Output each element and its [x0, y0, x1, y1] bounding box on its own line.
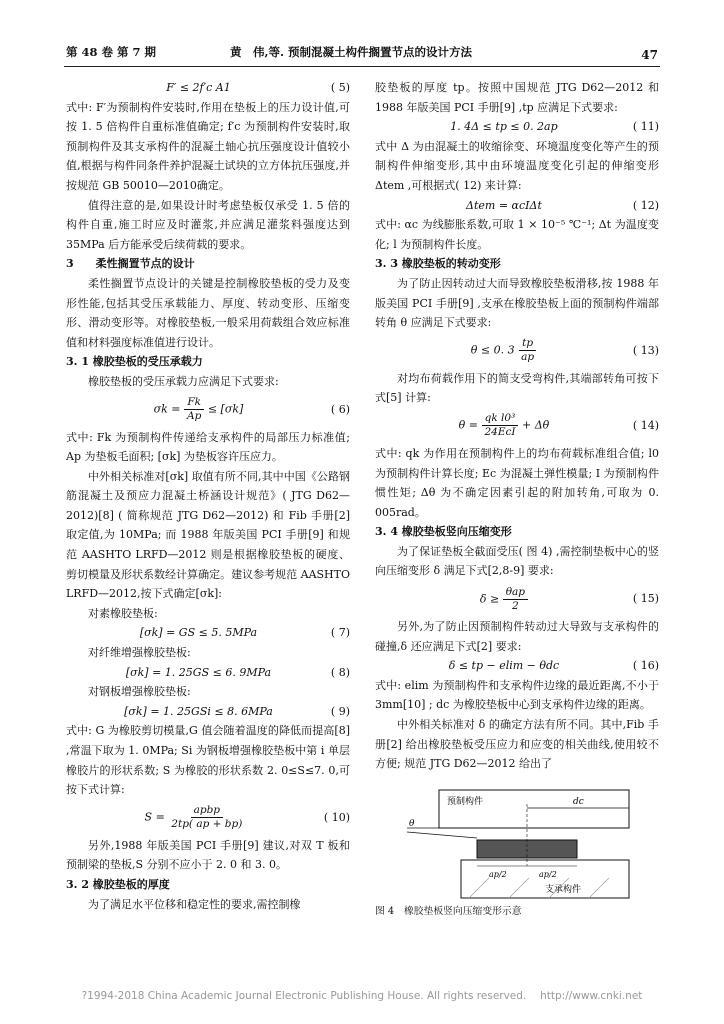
equation-9: [σk] = 1. 25GSi ≤ 8. 6MPa ( 9) [124, 704, 350, 718]
equation-11: 1. 4Δ ≤ tp ≤ 0. 2ap ( 11) [450, 120, 659, 134]
subsection-heading: 3. 1 橡胶垫板的受压承载力 [66, 355, 203, 369]
equation-5: F′ ≤ 2f′c A1 ( 5) [166, 81, 350, 94]
paragraph: 式中: Fk 为预制构件传递给支承构件的局部压力标准值; Ap 为垫板毛面积; [σk] 为垫板容许压应力。 [66, 430, 350, 464]
paragraph: 胶垫板的厚度 tp。按照中国规范 JTG D62—2012 和 1988 年版美国 PCI 手册[9] ,tp 应满足下式要求: [375, 81, 659, 114]
paragraph: 式中 Δ 为由混凝土的收缩徐变、环境温度变化等产生的预制构件伸缩变形,其中由环境温度变化引起的伸缩变形 Δtem ,可根据式( 12) 来计算: [375, 139, 659, 192]
paragraph: 为了满足水平位移和稳定性的要求,需控制橡 [88, 897, 301, 911]
journal-issue: 第 48 卷 第 7 期 [66, 45, 157, 59]
precast-label: 预制构件 [447, 796, 484, 807]
rotation-line [407, 832, 477, 838]
equation-16: δ ≤ tp − elim − θdc ( 16) [448, 659, 659, 673]
figure-4-diagram [399, 782, 639, 902]
dc-label: dc [573, 796, 584, 807]
equation-12: Δtem = αcIΔt ( 12) [466, 198, 659, 212]
equation-15: δ ≥ $\frac{\text{θap}}{2}$ ( 15) [479, 585, 659, 612]
equation-14: θ = $\frac{\text{qk l0³}}{\text{24EcI}}$ + Δθ ( 14) [458, 412, 659, 439]
equation-7: [σk] = GS ≤ 5. 5MPa ( 7) [139, 626, 350, 640]
paragraph: 对均布荷载作用下的简支受弯构件,其端部转角可按下式[5] 计算: [375, 371, 659, 405]
subsection-heading: 3. 4 橡胶垫板竖向压缩变形 [375, 525, 512, 539]
theta-label: θ [409, 818, 415, 829]
figure-4 [399, 782, 639, 902]
equation-10: S = $\frac{\text{apbp}}{2tp( ap + bp)}$ ( 10) [144, 804, 350, 831]
paragraph: 式中: qk 为作用在预制构件上的均布荷载标准组合值; l0 为预制构件计算长度; Ec 为混凝土弹性模量; I 为预制构件惯性矩; Δθ 为不确定因素引起的附加转角,可取为 0. 005rad。 [375, 446, 659, 519]
equation-13: θ ≤ 0. 3 $\frac{tp}{ap}$ ( 13) [470, 337, 659, 364]
paragraph: 中外相关标准对[σk] 取值有所不同,其中中国《公路钢筋混凝土及预应力混凝土桥涵设计规范》( JTG D62—2012)[8] ( 简称规范 JTG D62—2012) 和 Fib 手册[2] 取定值,为 10MPa; 而 1988 年版美国 PCI 手册[9] 和规范 AASHTO LRFD—2012 则是根据橡胶垫板的硬度、剪切模量及形状系数经计算确定。建议参考规范 AASHTO LRFD—2012,按下式确定[σk]: [66, 469, 350, 601]
list-label: 对纤维增强橡胶垫板: [88, 646, 191, 660]
paragraph: 式中: αc 为线膨胀系数,可取 1 × 10⁻⁵ ℃⁻¹; Δt 为温度变化; l 为预制构件长度。 [375, 218, 659, 251]
paragraph: 值得注意的是,如果设计时考虑垫板仅承受 1. 5 倍的构件自重,施工时应及时灌浆,并应满足灌浆料强度达到 35MPa 后方能承受后续荷载的要求。 [66, 198, 350, 251]
paragraph: 式中: elim 为预制构件和支承构件边缘的最近距离,不小于 3mm[10] ; dc 为橡胶垫板中心到支承构件边缘的距离。 [375, 678, 659, 712]
section-heading: 3 柔性搁置节点的设计 [66, 257, 195, 271]
paragraph: 柔性搁置节点设计的关键是控制橡胶垫板的受力及变形性能,包括其受压承载能力、厚度、转动变形、压缩变形、滑动变形等。对橡胶垫板,一般采用荷载组合效应标准值和材料强度标准值进行设计。 [66, 276, 350, 349]
paragraph: 另外,1988 年版美国 PCI 手册[9] 建议,对双 T 板和预制梁的垫板,S 分别不应小于 2. 0 和 3. 0。 [66, 838, 350, 872]
subsection-heading: 3. 3 橡胶垫板的转动变形 [375, 257, 501, 271]
page-number: 47 [641, 48, 658, 62]
ap-half-left-label: ap/2 [489, 869, 507, 879]
left-column [66, 78, 350, 914]
paragraph: 式中: F′为预制构件安装时,作用在垫板上的压力设计值,可按 1. 5 倍构件自重标准值确定; f′c 为预制构件安装时,取预制构件及其支承构件的混凝土轴心抗压强度设计值较小值,根据与构件同条件养护混凝土试块的立方体抗压强度,并按规范 GB 50010—2010确定。 [66, 100, 350, 192]
paragraph: 为了保证垫板全截面受压( 图 4) ,需控制垫板中心的竖向压缩变形 δ 满足下式[2,8-9] 要求: [375, 544, 659, 578]
subsection-heading: 3. 2 橡胶垫板的厚度 [66, 877, 170, 891]
support-label: 支承构件 [545, 884, 582, 895]
paragraph: 式中: G 为橡胶剪切模量,G 值会随着温度的降低而提高[8] ,常温下取为 1. 0MPa; Si 为钢板增强橡胶垫板中第 i 单层橡胶片的形状系数; S 为橡胶的形状系数 2. 0≤S≤7. 0,可按下式计算: [66, 724, 350, 797]
header-rule [64, 66, 660, 67]
ap-half-right-label: ap/2 [539, 869, 557, 879]
paragraph: 橡胶垫板的受压承载力应满足下式要求: [88, 374, 279, 388]
equation-8: [σk] = 1. 25GS ≤ 6. 9MPa ( 8) [125, 665, 350, 679]
paragraph: 中外相关标准对 δ 的确定方法有所不同。其中,Fib 手册[2] 给出橡胶垫板受压应力和应变的相关曲线,使用较不方便; 规范 JTG D62—2012 给出了 [375, 718, 659, 771]
equation-6: σk = $\frac{Fk}{Ap}$ ≤ [σk] ( 6) [153, 396, 350, 422]
precast-member-shape [439, 790, 629, 828]
copyright-footer: ?1994-2018 China Academic Journal Electronic Publishing House. All rights reserved. http://www.cnki.net [81, 990, 643, 1002]
paragraph: 为了防止因转动过大而导致橡胶垫板滑移,按 1988 年版美国 PCI 手册[9] ,支承在橡胶垫板上面的预制构件端部转角 θ 应满足下式要求: [375, 276, 659, 330]
paragraph: 另外,为了防止因预制构件转动过大导致与支承构件的碰撞,δ 还应满足下式[2] 要求: [375, 620, 659, 653]
list-label: 对钢板增强橡胶垫板: [88, 685, 191, 699]
list-label: 对素橡胶垫板: [88, 606, 158, 620]
figure-caption: 图 4 橡胶垫板竖向压缩变形示意 [375, 905, 522, 917]
running-title: 黄 伟,等. 预制混凝土构件搁置节点的设计方法 [230, 45, 473, 59]
right-column [375, 78, 659, 921]
